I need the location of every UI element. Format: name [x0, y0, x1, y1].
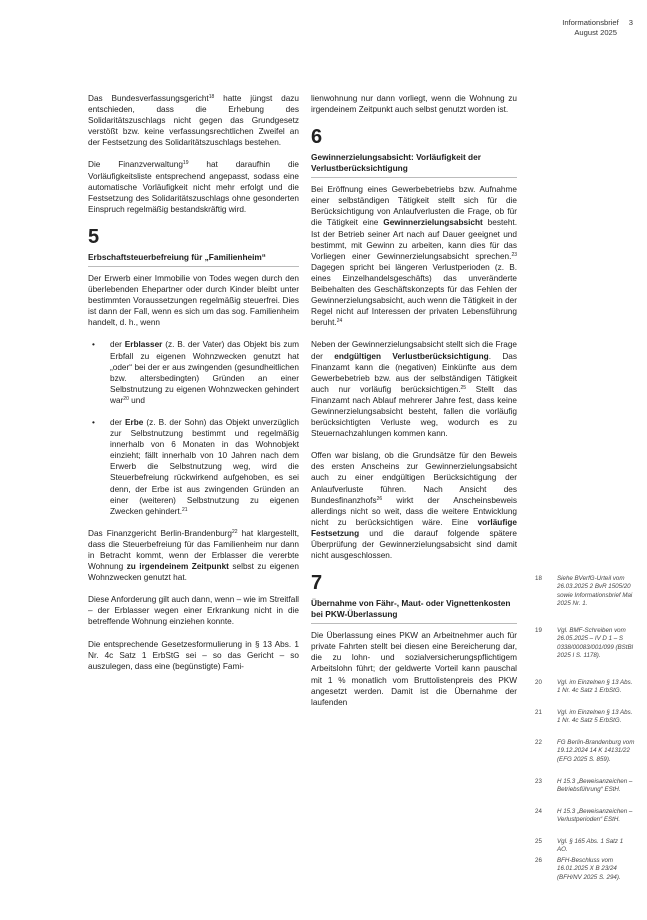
column-right [311, 93, 517, 719]
section-title: Übernahme von Fähr-, Maut- oder Vignettenkosten bei PKW-Überlassung [311, 598, 517, 624]
footnote: 23 H 15.3 „Beweisanzeichen – Betriebsführung“ EStH. [535, 778, 633, 794]
section-number: 5 [88, 225, 100, 248]
footnote: 18 Siehe BVerfG-Urteil vom 26.03.2025 2 BvR 1505/20 sowie Informationsbrief Mai 2025 Nr. 1. [535, 575, 633, 608]
paragraph: Die entsprechende Gesetzesformulierung in § 13 Abs. 1 Nr. 4c Satz 1 ErbStG sei – so das Gericht – so auszulegen, dass eine (begünstigte) Fami- [88, 639, 299, 671]
footnote-ref: 19 [182, 160, 189, 167]
paragraph: Die Überlassung eines PKW an Arbeitnehmer auch für private Fahrten stellt bei diesen eine Bereicherung dar, die zu lohn- und sozialversicherungspflichtigem Arbeitslohn führt; der geldwerte Vorteil kann pauschal mit 1 % monatlich vom Bruttolistenpreis des PKW angesetzt werden. Damit ist die Übernahme der laufenden [311, 631, 517, 707]
footnote: 19 Vgl. BMF-Schreiben vom 26.05.2025 – IV D 1 – S 0338/00083/001/099 (BStBl 2025 I S. 1178). [535, 627, 634, 660]
footnote: 22 FG Berlin-Brandenburg vom 19.12.2024 14 K 14131/22 (EFG 2025 S. 859). [535, 739, 635, 763]
footnote-ref: 21 [182, 506, 188, 513]
list-item: • der Erbe (z. B. der Sohn) das Objekt unverzüglich zur Selbstnutzung bestimmt und regelmäßig innerhalb von 6 Monaten in das Wohnobjekt einzieht; fällt innerhalb von 10 Jahren nach dem Erwerb die Selbstnutzung weg, wird die Steuerbefreiung rückwirkend aufgehoben, es sei denn, der Erbe ist aus zwingenden Gründen an einer (weiteren) Selbstnutzung zu eigenen Zwecken gehindert.$^{21}$ [88, 417, 299, 517]
section-number: 6 [311, 126, 323, 149]
section-number: 7 [311, 572, 323, 595]
footnote: 21 Vgl. im Einzelnen § 13 Abs. 1 Nr. 4c Satz 5 ErbStG. [535, 709, 633, 725]
paragraph: Neben der Gewinnerzielungsabsicht stellt sich die Frage der endgültigen Verlustberücksichtigung. Das Finanzamt kann die (negativen) Einkünfte aus dem Gewerbebetrieb bzw. aus der selbständigen Tätigkeit auch nur vorläufig berücksichtigen.$^{25}$ Stellt das Finanzamt nach Ablauf mehrerer Jahre fest, dass keine Gewinnerzielungsabsicht besteht, fallen die vorläufig berücksichtigten Verluste weg, wodurch es zu Steuernachzahlungen kommen kann. [311, 340, 518, 439]
footnote-ref: 25 [460, 384, 467, 391]
column-left [88, 93, 299, 683]
paragraph: Offen war bislang, ob die Grundsätze für den Beweis des ersten Anscheins zur Gewinnerzielungsabsicht auch zu einer endgültigen Berücksichtigung der Anlaufverluste führen. Nach Ansicht des Bundesfinanzhofs$^{26}$ wirkt der Anscheinsbeweis allerdings nicht so weit, dass die weitere Entwicklung nicht zu berücksichtigen wäre. Eine vorläufige Festsetzung und die darauf folgende spätere Überprüfung der Gewinnerzielungsabsicht sind damit nicht ausgeschlossen. [311, 451, 517, 561]
list-item: • der Erblasser (z. B. der Vater) das Objekt bis zum Erbfall zu eigenen Wohnzwecken genutzt hat „oder“ bei der er aus zwingenden (gesundheitlichen bzw. altersbedingten) Gründen an einer Selbstnutzung zu eigenen Wohnzwecken gehindert war$^{20}$ und [88, 339, 299, 406]
paragraph: Das Finanzgericht Berlin-Brandenburg$^{22}$ hat klargestellt, dass die Steuerbefreiung für das Familienheim nur dann in Betracht kommt, wenn der Erblasser die vererbte Wohnung zu irgendeinem Zeitpunkt selbst zu eigenen Wohnzwecken genutzt hat. [88, 528, 300, 583]
section-title: Gewinnerzielungsabsicht: Vorläufigkeit der Verlustberücksichtigung [311, 152, 517, 178]
footnote: 20 Vgl. im Einzelnen § 13 Abs. 1 Nr. 4c Satz 1 ErbStG. [535, 679, 633, 695]
paragraph: Der Erwerb einer Immobilie von Todes wegen durch den überlebenden Ehepartner oder durch Kinder bleibt unter bestimmten Voraussetzungen regelmäßig steuerfrei. Dies ist dann der Fall, wenn es sich um das sog. Familienheim handelt, d. h., wenn [88, 273, 299, 328]
section-title: Erbschaftsteuerbefreiung für „Familienheim“ [88, 252, 299, 267]
footnote-ref: 22 [232, 528, 238, 535]
paragraph: Die Finanzverwaltung$^{19}$ hat daraufhin die Vorläufigkeitsliste entsprechend angepasst, sodass eine automatische Vorläufigkeit nicht mehr erfolgt und die Festsetzung des Solidaritätszuschlags ohne gesonderten Einspruch regelmäßig bestandskräftig wird. [88, 160, 299, 214]
header-title: Informationsbrief [562, 18, 619, 27]
page-number: 3 [628, 18, 633, 27]
paragraph: lienwohnung nur dann vorliegt, wenn die Wohnung zu irgendeinem Zeitpunkt auch selbst genutzt worden ist. [311, 94, 517, 115]
paragraph: Das Bundesverfassungsgericht$^{18}$ hatte jüngst dazu entschieden, dass die Erhebung des Solidaritätszuschlags nicht gegen das Grundgesetz verstößt bzw. keine verfassungsrechtlichen Zweifel an der Festsetzung des Solidaritätszuschlags bestehen. [88, 94, 299, 148]
footnote-ref: 26 [376, 495, 383, 502]
footnote-ref: 24 [336, 318, 343, 325]
footnote-ref: 20 [123, 395, 129, 402]
footnote-ref: 23 [511, 251, 517, 258]
footnote: 25 Vgl. § 165 Abs. 1 Satz 1 AO. [535, 838, 624, 854]
paragraph: Bei Eröffnung eines Gewerbebetriebs bzw. Aufnahme einer selbständigen Tätigkeit stellt sich für die Berücksichtigung von Anlaufverlusten die Frage, ob für die Tätigkeit eine Gewinnerzielungsabsicht besteht. Ist der Betrieb seiner Art nach auf Dauer geeignet und bestimmt, mit Gewinn zu arbeiten, kann dies für das Vorliegen einer Gewinnerzielungsabsicht sprechen.$^{23}$ Dagegen spricht bei längeren Verlustperioden (z. B. eines Einzelhandelsgeschäfts) das unveränderte Beibehalten des Geschäftskonzepts für das Fehlen der Gewinnerzielungsabsicht, auch wenn die Tätigkeit in der Regel nicht auf Interessen der privaten Lebensführung beruht.$^{24}$ [311, 185, 517, 328]
footnote: 26 BFH-Beschluss vom 16.01.2025 X B 23/24 (BFH/NV 2025 S. 294). [535, 857, 621, 881]
page-header [562, 18, 633, 38]
footnote: 24 H 15.3 „Beweisanzeichen – Verlustperioden“ EStH. [535, 808, 633, 824]
footnote-ref: 18 [208, 94, 215, 100]
bullet-list [88, 339, 299, 516]
header-date: August 2025 [574, 28, 617, 37]
paragraph: Diese Anforderung gilt auch dann, wenn – wie im Streitfall – der Erblasser wegen einer Erkrankung nicht in die betreffende Wohnung einziehen konnte. [88, 595, 299, 627]
